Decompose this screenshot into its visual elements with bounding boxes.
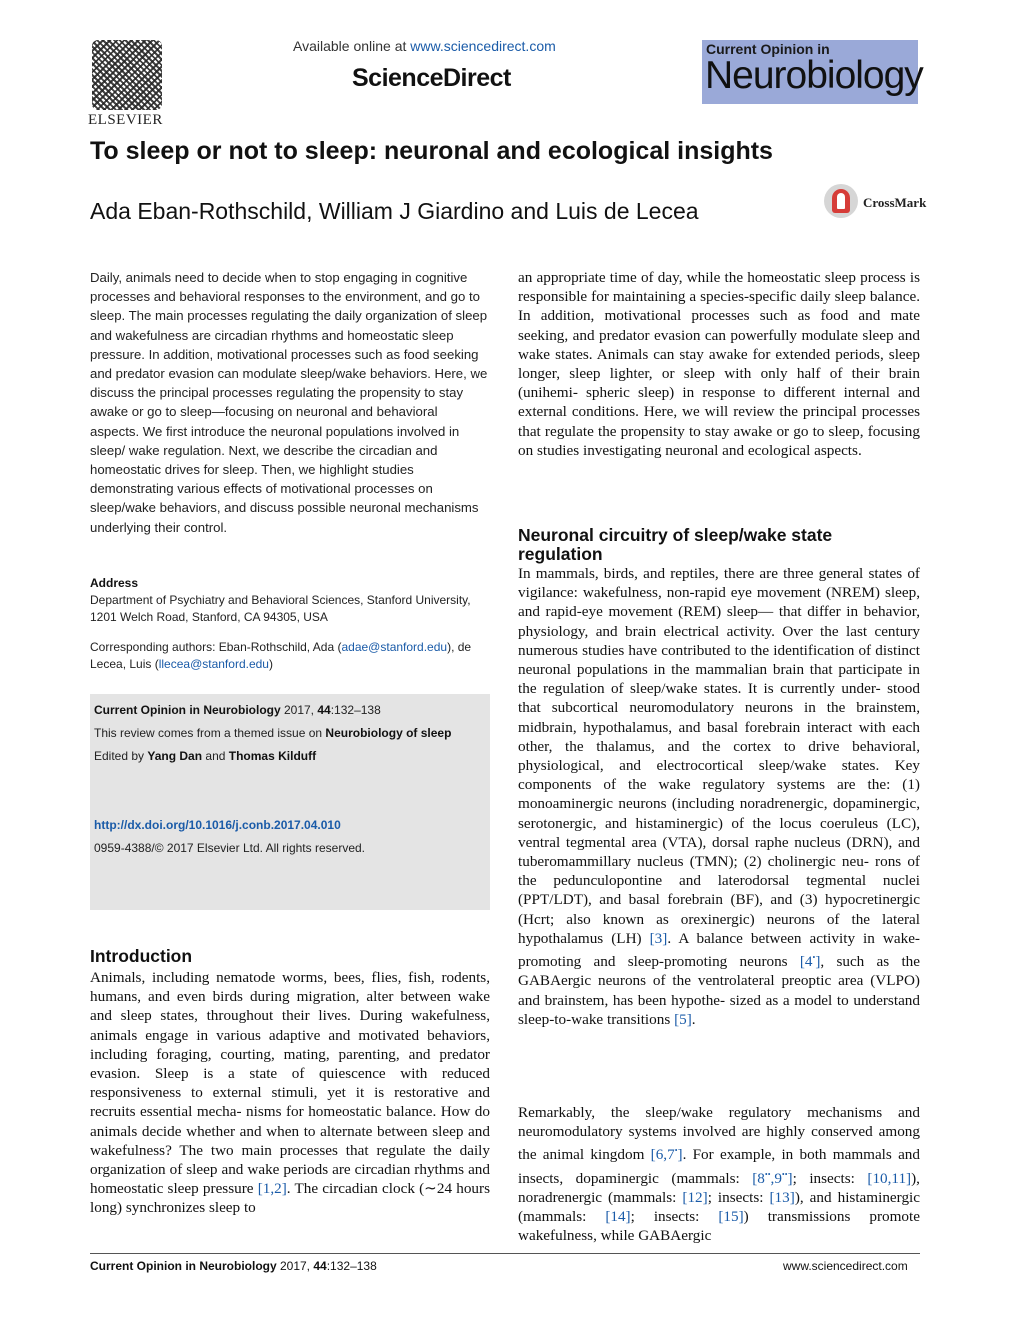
para3-a: Remarkably, the sleep/wake regulatory mechanisms and neuromodulatory systems involved are highly conserved among the animal kingdom bbox=[518, 1104, 920, 1164]
citation-year: 2017, bbox=[280, 703, 318, 717]
editor-1: Yang Dan bbox=[147, 749, 203, 763]
article-authors: Ada Eban-Rothschild, William J Giardino and Luis de Lecea bbox=[90, 198, 699, 224]
para3-h: ) transmissions promote wakefulness, while GABAergic bbox=[518, 1208, 920, 1245]
footer-site: www.sciencedirect.com bbox=[783, 1259, 908, 1273]
ref-link-10-11[interactable]: [10,11] bbox=[867, 1169, 912, 1187]
footer-year: 2017, bbox=[276, 1259, 314, 1273]
ref67-close: ] bbox=[677, 1146, 683, 1164]
ref8: [8 bbox=[752, 1169, 765, 1187]
ref4-mark: • bbox=[812, 953, 816, 963]
para2-d: . bbox=[691, 1010, 696, 1028]
intro-text-b: . The circadian clock (∼24 hours long) synchronizes sleep to bbox=[90, 1180, 490, 1217]
elsevier-logo bbox=[88, 40, 168, 128]
sciencedirect-logo: ScienceDirect bbox=[352, 64, 511, 92]
para2-b: . A balance between activity in wake-promoting and sleep-promoting neurons bbox=[518, 929, 920, 971]
abstract-text: Daily, animals need to decide when to stop engaging in cognitive processes and behavioral responses to the environment, and go to sleep. The main processes regulating the daily organization of sleep and wakefulness are circadian rhythms and homeostatic sleep pressure. In addition, motivational processes such as food seeking and predator evasion can modulate sleep/wake behaviors. Here, we discuss the principal processes regulating the propensity to stay awake or go to sleep—focusing on neuronal and behavioral aspects. We first introduce the neuronal populations involved in sleep/ wake regulation. Next, we describe the circadian and homeostatic drives for sleep. Then, we highlight studies demonstrating various effects of motivational processes on sleep/wake behaviors, and discuss possible neuronal mechanisms underlying their control. bbox=[90, 270, 488, 535]
ref89-close: ] bbox=[787, 1169, 793, 1187]
corresponding-middle: ), de Lecea, Luis ( bbox=[90, 640, 472, 671]
available-online-line bbox=[293, 38, 556, 54]
footer-pages: :132–138 bbox=[326, 1259, 377, 1273]
para3-f: ), and histaminergic (mammals: bbox=[518, 1188, 920, 1226]
para2-a: In mammals, birds, and reptiles, there are three general states of vigilance: wakefulness, non-rapid eye movement (NREM) sleep, and rapid-eye movement (REM) sleep— that differ in behavior, physiology, and brain electrical activity. Over the last century numerous studies have contributed to the identification of distinct neuronal populations in the mammalian brain that participate in the regulation of sleep/wake states. It is currently under- stood that subcortical neuromodulatory neurons in the brainstem, midbrain, hypothalamus, and basal forebrain interact with each other, the thalamus, and the cortex to drive behavioral, physiological, and electrocortical sleep/wake states. Key components of the wake regulatory systems are the: (1) monoaminergic neurons (including noradrenergic, dopaminergic, serotonergic, and histaminergic) of the locus coeruleus (LC), ventral tegmental area (VTA), dorsal raphe nucleus (DRN), and tuberomammillary nucleus (TMN); (2) cholinergic neu- rons of the pedunculopontine and laterodorsal tegmental nuclei (PPT/LDT), and basal forebrain (BF), and (3) hypocretinergic (Hcrt; also known as orexinergic) neurons of the lateral hypothalamus (LH) bbox=[518, 565, 920, 947]
footer-volume: 44 bbox=[313, 1259, 327, 1273]
doi-link[interactable]: http://dx.doi.org/10.1016/j.conb.2017.04.010 bbox=[94, 818, 341, 832]
citation-line bbox=[94, 703, 381, 717]
journal-banner bbox=[702, 40, 923, 104]
para3-b: . For example, in both mammals and insects, dopaminergic (mammals: bbox=[518, 1146, 920, 1187]
crossmark-button[interactable] bbox=[822, 183, 932, 223]
available-prefix: Available online at bbox=[293, 38, 411, 54]
neuronal-circuitry-text bbox=[518, 564, 920, 1029]
ref-link-8-9[interactable] bbox=[752, 1170, 792, 1187]
neuronal-circuitry-heading: Neuronal circuitry of sleep/wake state regulation bbox=[518, 525, 833, 564]
doi-line bbox=[94, 818, 341, 832]
corresponding-prefix: Corresponding authors: Eban-Rothschild, Ada ( bbox=[90, 640, 342, 654]
address-text: Department of Psychiatry and Behavioral Sciences, Stanford University, 1201 Welch Road, Stanford, CA 94305, USA bbox=[90, 593, 471, 624]
article-title: To sleep or not to sleep: neuronal and ecological insights bbox=[90, 137, 773, 165]
ref9: ,9 bbox=[770, 1169, 782, 1187]
article-info-box bbox=[90, 694, 490, 910]
address-heading: Address bbox=[90, 576, 139, 590]
journal-banner-prefix: Current Opinion in bbox=[706, 41, 830, 57]
elsevier-tree-icon bbox=[92, 40, 162, 110]
footer-divider bbox=[90, 1253, 920, 1254]
para2-c: , such as the GABAergic neurons of the ventrolateral preoptic area (VLPO) and brainstem, has been hypothe- sized as a model to understand sleep-to-wake transitions bbox=[518, 953, 920, 1028]
ref67-mark: • bbox=[674, 1146, 678, 1156]
intro-continued-text: an appropriate time of day, while the homeostatic sleep process is responsible for maintaining a species-specific daily sleep balance. In addition, motivational processes such as food and mate seeking, and predator evasion can powerfully modulate sleep and wake states. Animals can stay awake for extended periods, sleep longer, sleep lighter, or sleep with only half of their brain (unihemi- spheric sleep) in response to different internal and external conditions. Here, we will review the principal processes that regulate the propensity to stay awake or go to sleep, focusing on studies investigating neuronal and ecological aspects. bbox=[518, 269, 920, 459]
ref-link-12[interactable]: [12] bbox=[682, 1188, 708, 1206]
email-link-2[interactable]: llecea@stanford.edu bbox=[158, 656, 269, 671]
email-link-1[interactable]: adae@stanford.edu bbox=[341, 640, 448, 654]
citation-pages: :132–138 bbox=[330, 703, 381, 717]
crossmark-icon bbox=[824, 184, 858, 218]
para3-c: ; insects: bbox=[792, 1169, 868, 1187]
citation-journal: Current Opinion in Neurobiology bbox=[94, 703, 281, 717]
para3-e: ; insects: bbox=[707, 1188, 770, 1206]
ref-link-15[interactable]: [15] bbox=[718, 1208, 744, 1226]
sciencedirect-url-link[interactable]: www.sciencedirect.com bbox=[410, 38, 556, 54]
ref4-close: ] bbox=[815, 953, 821, 971]
themed-issue-line bbox=[94, 726, 451, 740]
editor-2: Thomas Kilduff bbox=[228, 749, 317, 763]
ref8-mark: •• bbox=[764, 1169, 771, 1179]
citation-volume: 44 bbox=[317, 703, 331, 717]
corresponding-suffix: ) bbox=[268, 656, 273, 671]
corresponding-authors bbox=[90, 639, 494, 672]
introduction-text bbox=[90, 968, 490, 1218]
para3-d: ), noradrenergic (mammals: bbox=[518, 1169, 920, 1206]
ref-link-14[interactable]: [14] bbox=[605, 1208, 631, 1226]
themed-issue-name: Neurobiology of sleep bbox=[325, 726, 452, 740]
ref-link-6-7[interactable] bbox=[651, 1146, 683, 1163]
conservation-text bbox=[518, 1103, 920, 1246]
introduction-heading: Introduction bbox=[90, 946, 193, 966]
edited-and: and bbox=[202, 749, 229, 763]
edited-prefix: Edited by bbox=[94, 749, 148, 763]
footer-citation bbox=[90, 1259, 377, 1273]
editors-line bbox=[94, 749, 316, 763]
ref4-open: [4 bbox=[799, 953, 813, 971]
copyright-line: 0959-4388/© 2017 Elsevier Ltd. All rights reserved. bbox=[94, 841, 365, 855]
journal-banner-name: Neurobiology bbox=[705, 54, 923, 97]
intro-text-a: Animals, including nematode worms, bees, flies, fish, rodents, humans, and even birds during migration, alter between wake and sleep states, throughout their lives. During wakefulness, animals engage in various adaptive and motivated behaviors, including foraging, courting, mating, parenting, and predator evasion. Sleep is a state of quiescence with reduced responsiveness to external stimuli, yet it is restorative and recruits essential mecha- nisms for homeostatic balance. How do animals decide whether and when to alternate between sleep and wakefulness? The two main processes that regulate the daily organization of sleep and wake periods are circadian rhythms and homeostatic sleep pressure bbox=[90, 969, 490, 1198]
themed-prefix: This review comes from a themed issue on bbox=[94, 726, 326, 740]
publisher-name: ELSEVIER bbox=[88, 112, 163, 128]
ref9-mark: •• bbox=[781, 1169, 788, 1179]
crossmark-label: CrossMark bbox=[863, 195, 927, 210]
para3-g: ; insects: bbox=[630, 1208, 719, 1226]
ref-link-13[interactable]: [13] bbox=[769, 1188, 795, 1206]
ref-link-1-2[interactable]: [1,2] bbox=[257, 1180, 287, 1198]
ref-link-3[interactable]: [3] bbox=[649, 929, 668, 947]
ref-link-4[interactable] bbox=[800, 953, 821, 970]
ref67-open: [6,7 bbox=[650, 1146, 675, 1164]
footer-journal: Current Opinion in Neurobiology bbox=[90, 1259, 277, 1273]
ref-link-5[interactable]: [5] bbox=[674, 1010, 692, 1028]
